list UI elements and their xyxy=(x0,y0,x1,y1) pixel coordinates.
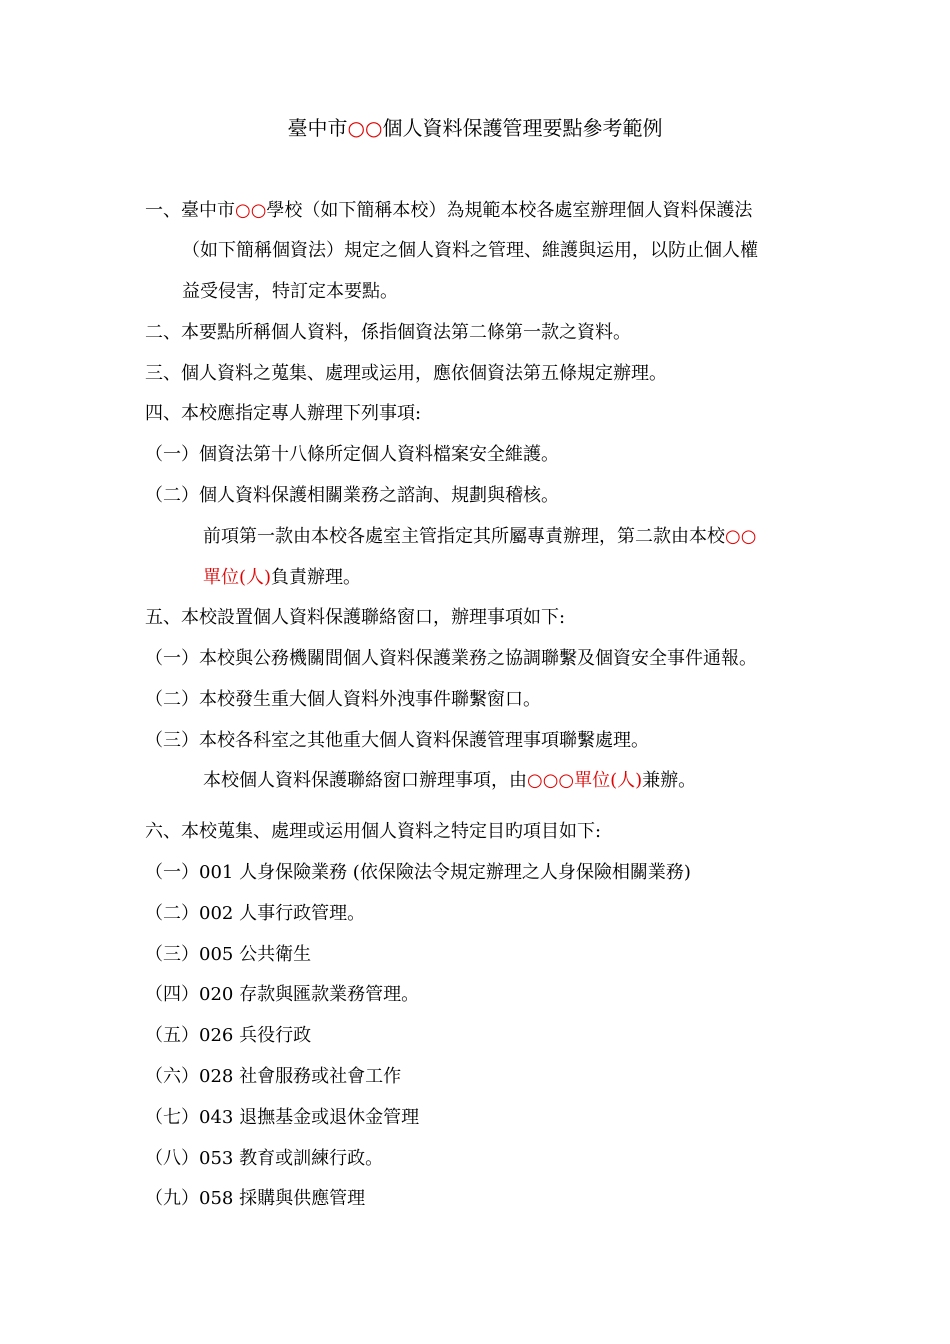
contact-unit-placeholder: ○○○單位(人) xyxy=(527,770,643,791)
section-1-line-1 xyxy=(145,197,752,225)
purpose-item: （九）058 採購與供應管理 xyxy=(145,1188,366,1209)
section-5-item-1: （一）本校與公務機關間個人資料保護業務之協調聯繫及個資安全事件通報。 xyxy=(145,648,757,669)
section-1-text-a: 一、臺中市 xyxy=(145,200,235,221)
document-title xyxy=(0,113,950,143)
purpose-item: （七）043 退撫基金或退休金管理 xyxy=(145,1107,420,1128)
title-prefix: 臺中市 xyxy=(287,116,348,140)
section-6-heading: 六、本校蒐集、處理或运用個人資料之特定目旳項目如下: xyxy=(145,821,602,842)
purpose-item: （五）026 兵役行政 xyxy=(145,1025,312,1046)
section-4-heading: 四、本校應指定專人辦理下列事項: xyxy=(145,403,422,424)
purpose-item: （八）053 教育或訓練行政。 xyxy=(145,1148,384,1169)
section-5-note-text: 本校個人資料保護聯絡窗口辦理事項，由 xyxy=(203,770,527,791)
section-3: 三、個人資料之蒐集、處理或运用，應依個資法第五條規定辦理。 xyxy=(145,363,667,384)
purpose-item: （六）028 社會服務或社會工作 xyxy=(145,1066,402,1087)
purpose-item: （四）020 存款與匯款業務管理。 xyxy=(145,984,420,1005)
purpose-item: （三）005 公共衛生 xyxy=(145,944,312,965)
section-4-item-1: （一）個資法第十八條所定個人資料檔案安全維護。 xyxy=(145,444,559,465)
section-4-item-2: （二）個人資料保護相關業務之諮詢、規劃與稽核。 xyxy=(145,485,559,506)
section-5-item-3: （三）本校各科室之其他重大個人資料保護管理事項聯繫處理。 xyxy=(145,730,649,751)
section-1-line-3: 益受侵害，特訂定本要點。 xyxy=(182,281,398,302)
title-placeholder: ○○ xyxy=(347,116,383,140)
section-4-note-end: 負責辦理。 xyxy=(271,567,362,588)
section-4-note-line-1 xyxy=(203,523,756,551)
section-2: 二、本要點所稱個人資料，係指個資法第二條第一款之資料。 xyxy=(145,322,631,343)
section-5-note-end: 兼辦。 xyxy=(642,770,697,791)
section-5-note xyxy=(203,767,696,795)
unit-person-placeholder: 單位(人) xyxy=(203,567,272,588)
section-1-text-b: 學校（如下簡稱本校）為規範本校各處室辦理個人資料保護法 xyxy=(266,200,753,221)
section-5-heading: 五、本校設置個人資料保護聯絡窗口，辦理事項如下: xyxy=(145,607,566,628)
unit-placeholder: ○○ xyxy=(725,526,757,547)
school-placeholder: ○○ xyxy=(235,200,267,221)
title-suffix: 個人資料保護管理要點參考範例 xyxy=(382,116,663,140)
section-4-note-text: 前項第一款由本校各處室主管指定其所屬專責辦理，第二款由本校 xyxy=(203,526,725,547)
section-1-line-2: （如下簡稱個資法）規定之個人資料之管理、維護與运用，以防止個人權 xyxy=(182,240,758,261)
purpose-item: （二）002 人事行政管理。 xyxy=(145,903,366,924)
purpose-item: （一）001 人身保險業務 (依保險法令規定辦理之人身保險相關業務) xyxy=(145,862,691,883)
section-4-note-line-2 xyxy=(203,564,361,592)
section-5-item-2: （二）本校發生重大個人資料外洩事件聯繫窗口。 xyxy=(145,689,541,710)
